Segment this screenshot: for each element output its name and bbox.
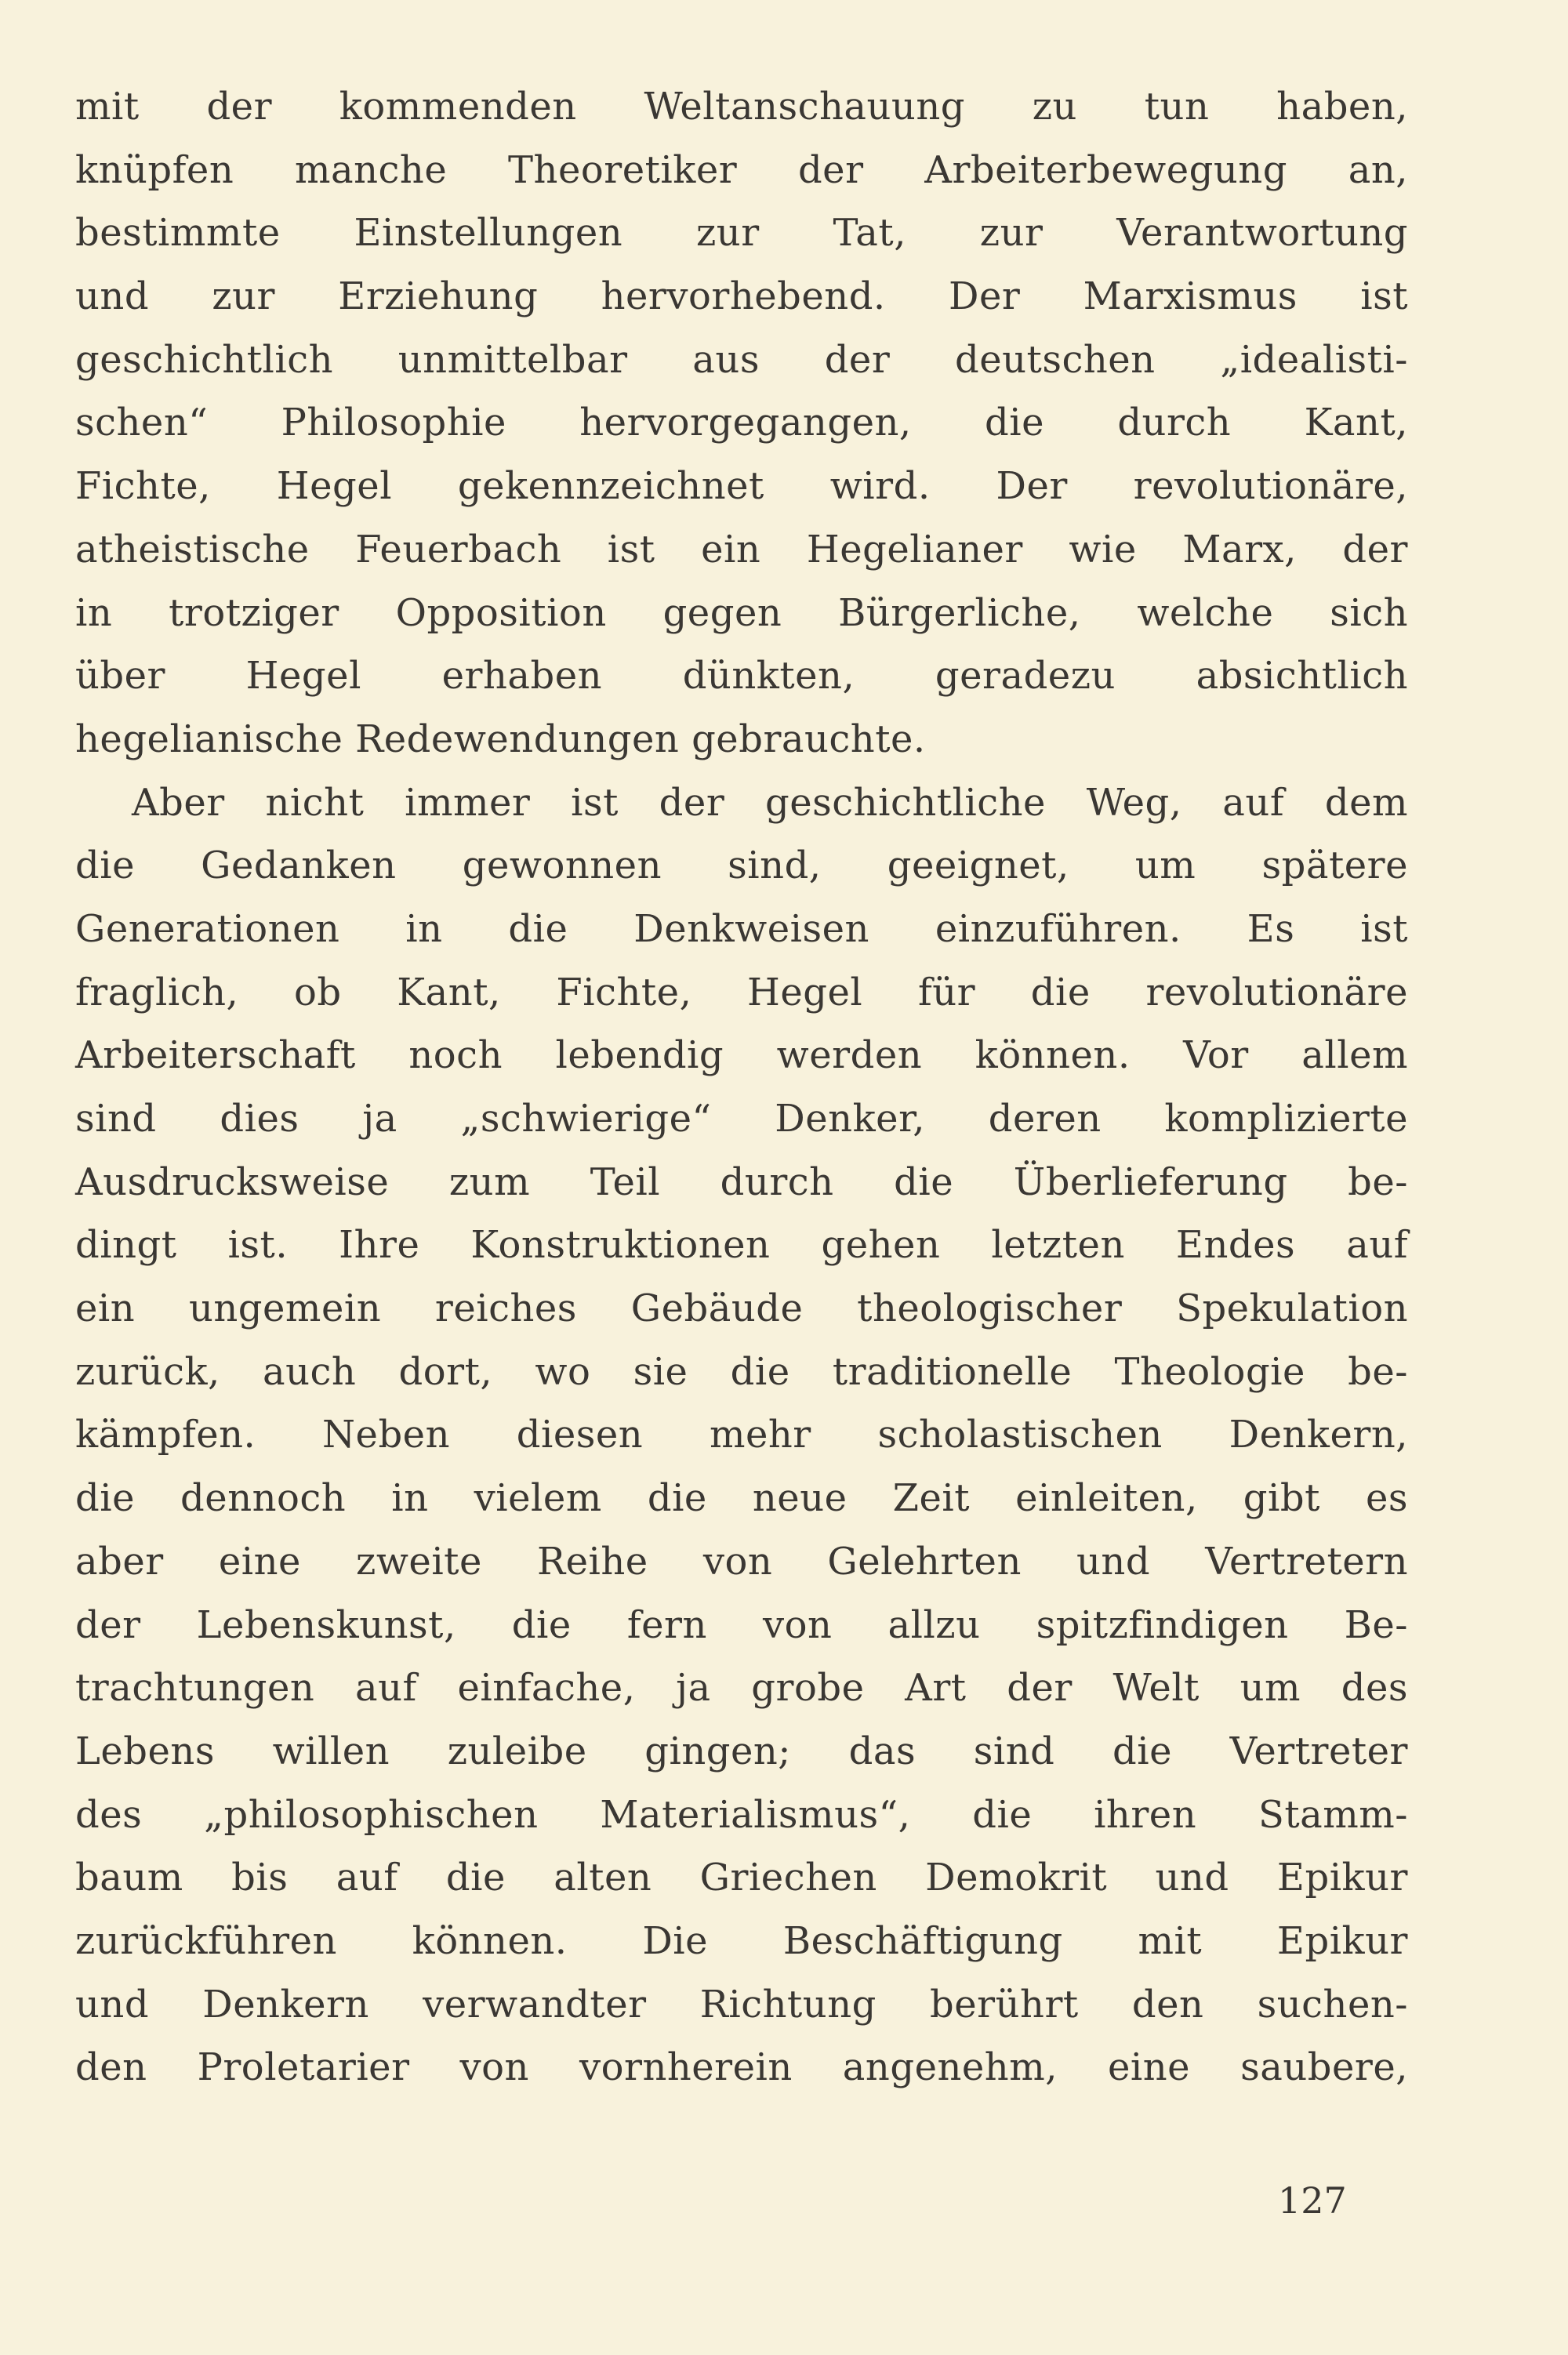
text-line: Fichte, Hegel gekennzeichnet wird. Der revolutionäre,	[75, 464, 1408, 509]
text-line: sind dies ja „schwierige“ Denker, deren komplizierte	[75, 1097, 1408, 1141]
text-line: trachtungen auf einfache, ja grobe Art der Welt um des	[75, 1666, 1408, 1711]
text-line: hegelianische Redewendungen gebrauchte.	[75, 717, 926, 761]
text-line: den Proletarier von vornherein angenehm, eine saubere,	[75, 2045, 1408, 2090]
text-line: die dennoch in vielem die neue Zeit einleiten, gibt es	[75, 1476, 1408, 1521]
text-line: mit der kommenden Weltanschauung zu tun haben,	[75, 85, 1408, 129]
text-line: Aber nicht immer ist der geschichtliche Weg, auf dem	[132, 780, 1408, 825]
text-line: schen“ Philosophie hervorgegangen, die durch Kant,	[75, 401, 1408, 445]
text-line: Lebens willen zuleibe gingen; das sind die Vertreter	[75, 1729, 1408, 1773]
paragraph-2	[75, 771, 1408, 2099]
text-line: Arbeiterschaft noch lebendig werden können. Vor allem	[75, 1033, 1408, 1078]
text-line: atheistische Feuerbach ist ein Hegelianer wie Marx, der	[75, 527, 1408, 572]
text-line: geschichtlich unmittelbar aus der deutschen „idealisti-	[75, 337, 1408, 382]
text-line: kämpfen. Neben diesen mehr scholastischen Denkern,	[75, 1413, 1408, 1457]
page-body	[75, 75, 1408, 2099]
text-line: zurückführen können. Die Beschäftigung mit Epikur	[75, 1918, 1408, 1963]
text-line: die Gedanken gewonnen sind, geeignet, um spätere	[75, 844, 1408, 888]
text-line: Generationen in die Denkweisen einzuführen. Es ist	[75, 906, 1408, 951]
text-line: und Denkern verwandter Richtung berührt den suchen-	[75, 1982, 1408, 2027]
text-line: baum bis auf die alten Griechen Demokrit und Epikur	[75, 1856, 1408, 1900]
text-line: des „philosophischen Materialismus“, die ihren Stamm-	[75, 1792, 1408, 1837]
text-line: zurück, auch dort, wo sie die traditionelle Theologie be-	[75, 1349, 1408, 1394]
text-line: in trotziger Opposition gegen Bürgerliche, welche sich	[75, 590, 1408, 635]
text-line: und zur Erziehung hervorhebend. Der Marxismus ist	[75, 274, 1408, 319]
text-line: knüpfen manche Theoretiker der Arbeiterbewegung an,	[75, 147, 1408, 192]
paragraph-1	[75, 75, 1408, 771]
text-line: ein ungemein reiches Gebäude theologischer Spekulation	[75, 1286, 1408, 1331]
text-line: Ausdrucksweise zum Teil durch die Überlieferung be-	[75, 1159, 1408, 1204]
text-line: dingt ist. Ihre Konstruktionen gehen letzten Endes auf	[75, 1223, 1408, 1268]
page-number: 127	[1278, 2179, 1347, 2222]
text-line: der Lebenskunst, die fern von allzu spitzfindigen Be-	[75, 1602, 1408, 1647]
text-line: bestimmte Einstellungen zur Tat, zur Verantwortung	[75, 211, 1408, 256]
text-line: über Hegel erhaben dünkten, geradezu absichtlich	[75, 654, 1408, 699]
text-line: fraglich, ob Kant, Fichte, Hegel für die revolutionäre	[75, 970, 1408, 1014]
text-line: aber eine zweite Reihe von Gelehrten und Vertretern	[75, 1539, 1408, 1584]
